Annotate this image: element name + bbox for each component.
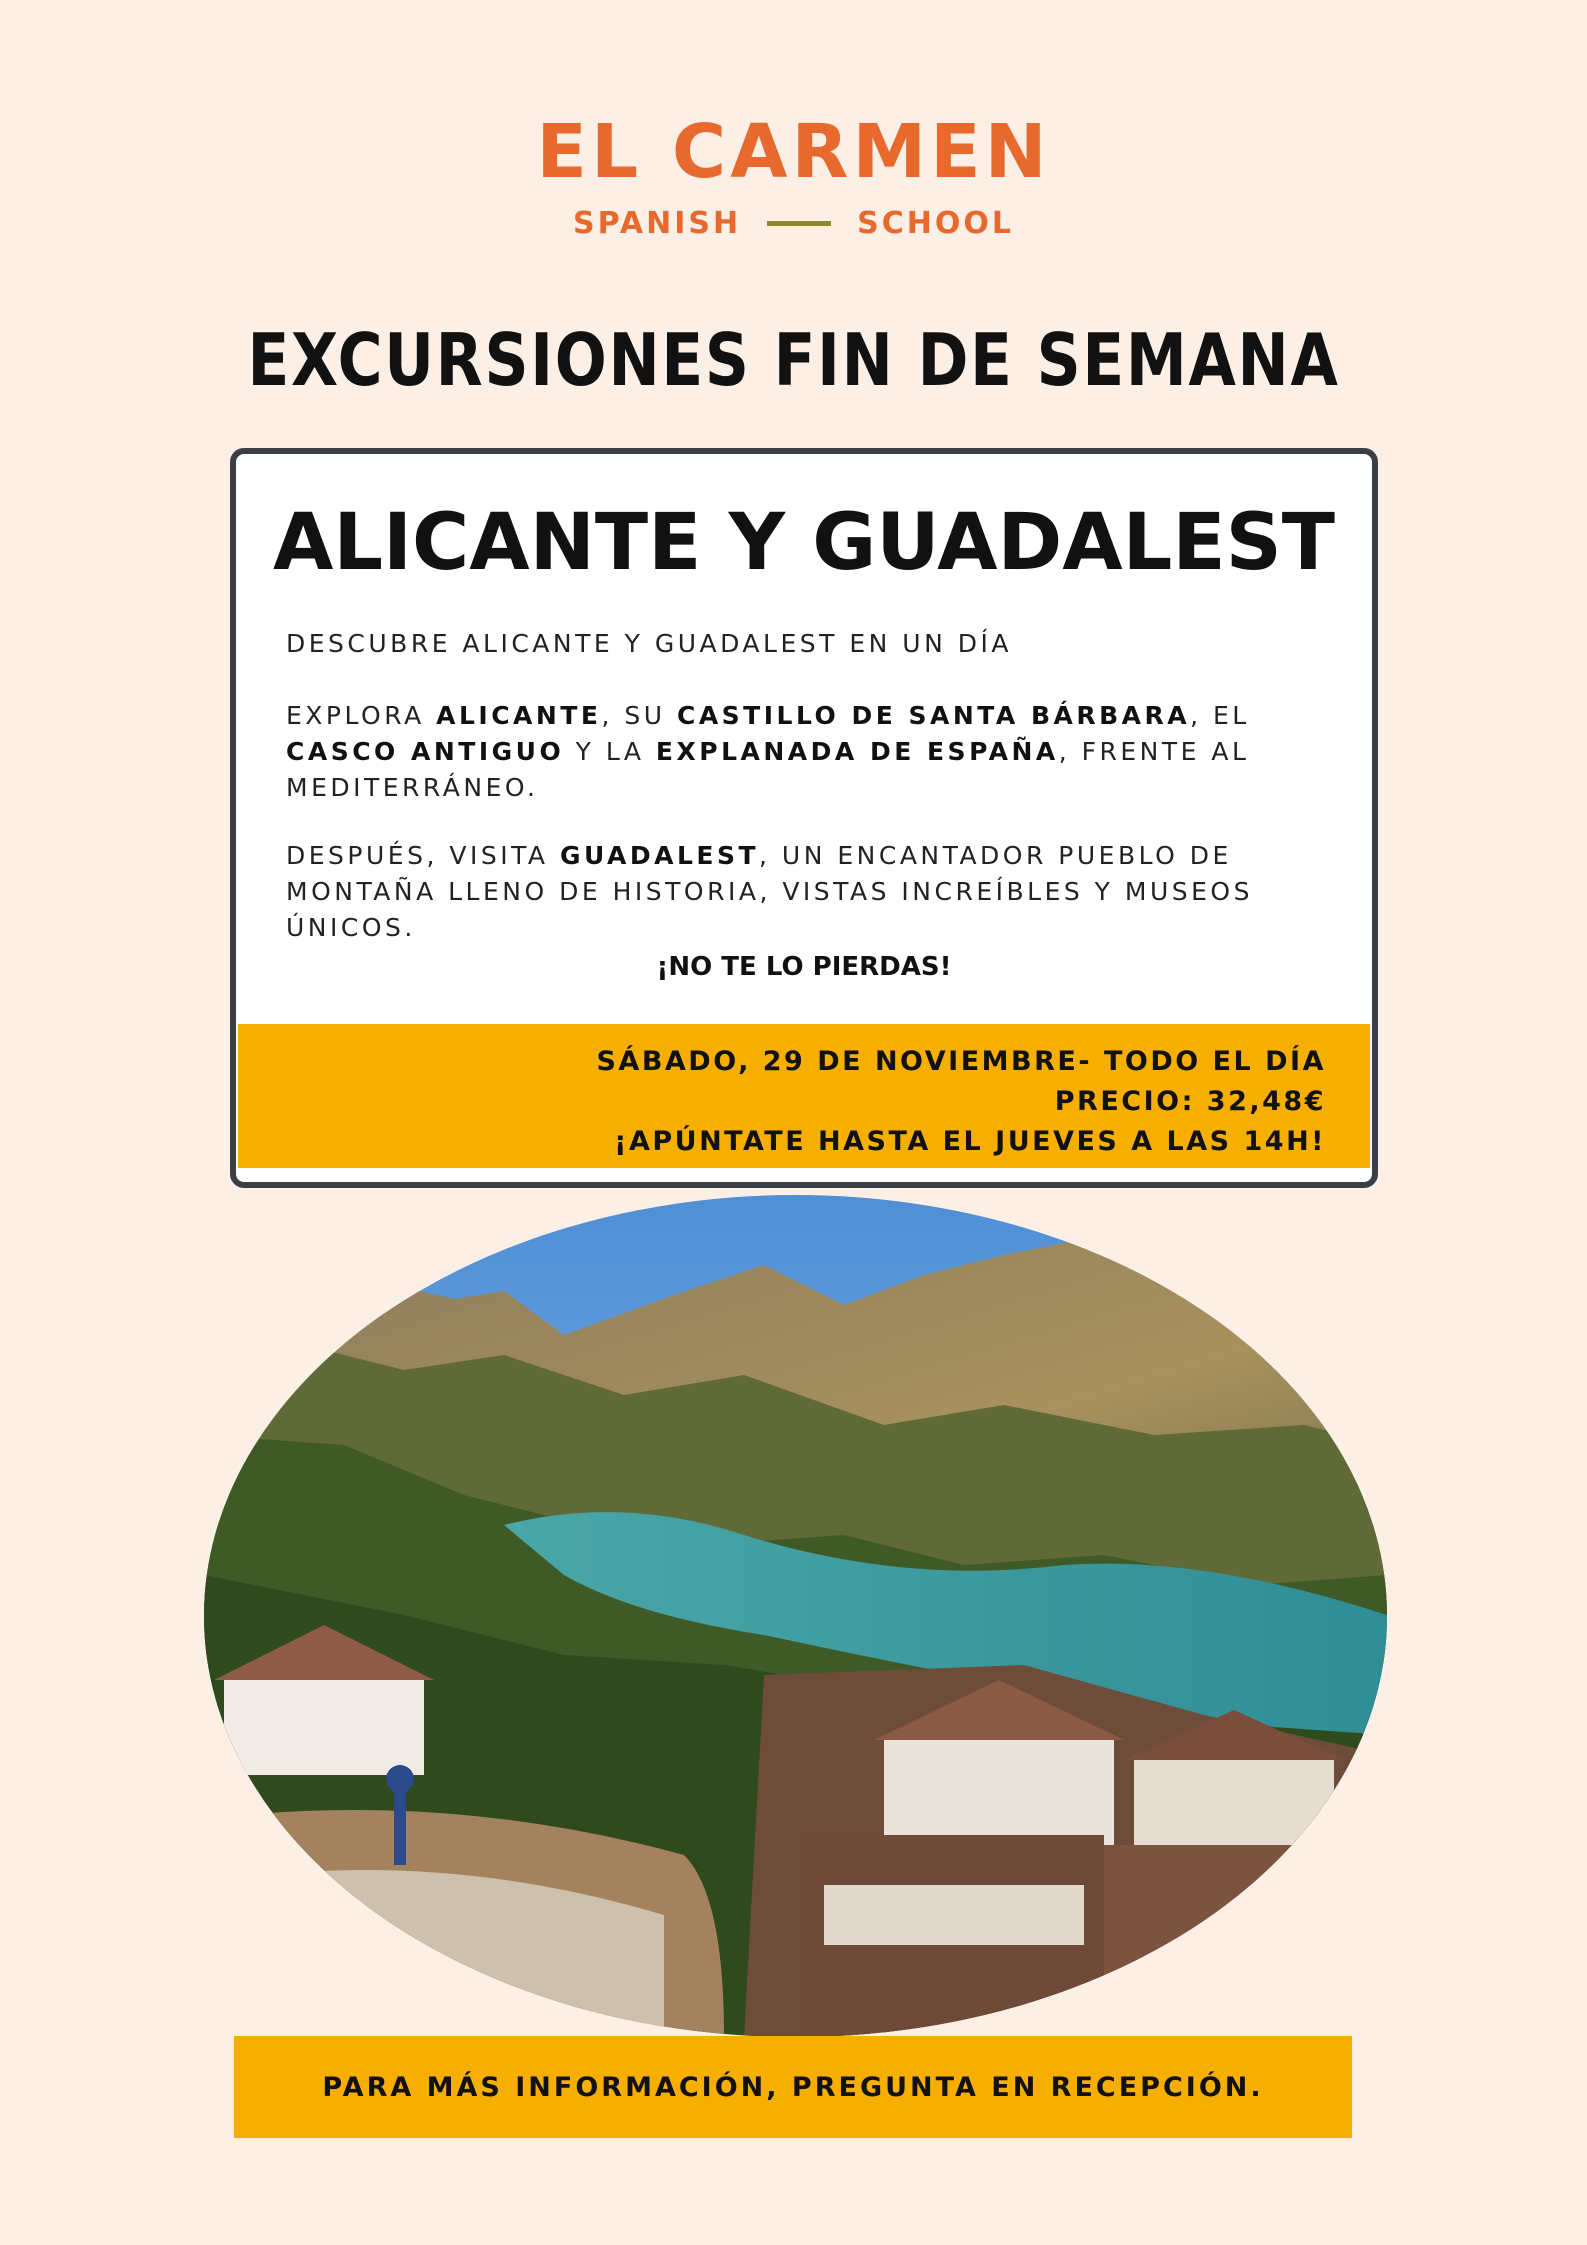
- p1-text-c: , SU: [601, 701, 677, 730]
- logo-dash: [767, 221, 831, 226]
- p1-text-e: , EL: [1190, 701, 1250, 730]
- logo-wordmark: EL CARMEN: [536, 109, 1051, 195]
- p1-bold-explanada: EXPLANADA DE ESPAÑA: [655, 737, 1059, 766]
- logo-sub-right: SCHOOL: [857, 206, 1014, 241]
- footer-info-band: PARA MÁS INFORMACIÓN, PREGUNTA EN RECEPCIÓN.: [234, 2036, 1352, 2138]
- details-band: [238, 1024, 1370, 1168]
- p2-text-c: , UN ENCANTADOR PUEBLO DE MONTAÑA LLENO DE HISTORIA, VISTAS INCREÍBLES Y MUSEOS ÚNICOS.: [286, 841, 1253, 942]
- excursion-card: [230, 448, 1378, 1188]
- p2-bold-guadalest: GUADALEST: [559, 841, 760, 870]
- p1-bold-castillo: CASTILLO DE SANTA BÁRBARA: [676, 701, 1191, 730]
- logo-sub-left: SPANISH: [573, 206, 742, 241]
- excursion-title: ALICANTE Y GUADALEST: [272, 498, 1336, 588]
- p1-text-a: EXPLORA: [286, 701, 437, 730]
- p2-text-a: DESPUÉS, VISITA: [286, 841, 560, 870]
- p1-text-i: , FRENTE AL MEDITERRÁNEO.: [286, 737, 1250, 802]
- p1-bold-casco: CASCO ANTIGUO: [286, 737, 565, 766]
- paragraph-guadalest: [286, 838, 1306, 946]
- p1-text-g: Y LA: [564, 737, 656, 766]
- intro-text: DESCUBRE ALICANTE Y GUADALEST EN UN DÍA: [286, 629, 1012, 658]
- event-date: SÁBADO, 29 DE NOVIEMBRE- TODO EL DÍA: [596, 1046, 1326, 1077]
- guadalest-landscape-photo: [204, 1195, 1387, 2037]
- school-logo: [0, 109, 1587, 241]
- paragraph-alicante: [286, 698, 1306, 806]
- signup-deadline: ¡APÚNTATE HASTA EL JUEVES A LAS 14H!: [614, 1126, 1326, 1157]
- logo-subtitle: [0, 206, 1587, 241]
- page-headline: EXCURSIONES FIN DE SEMANA: [247, 318, 1340, 402]
- call-to-action: ¡NO TE LO PIERDAS!: [656, 952, 952, 982]
- event-price: PRECIO: 32,48€: [1054, 1086, 1326, 1117]
- p1-bold-alicante: ALICANTE: [436, 701, 602, 730]
